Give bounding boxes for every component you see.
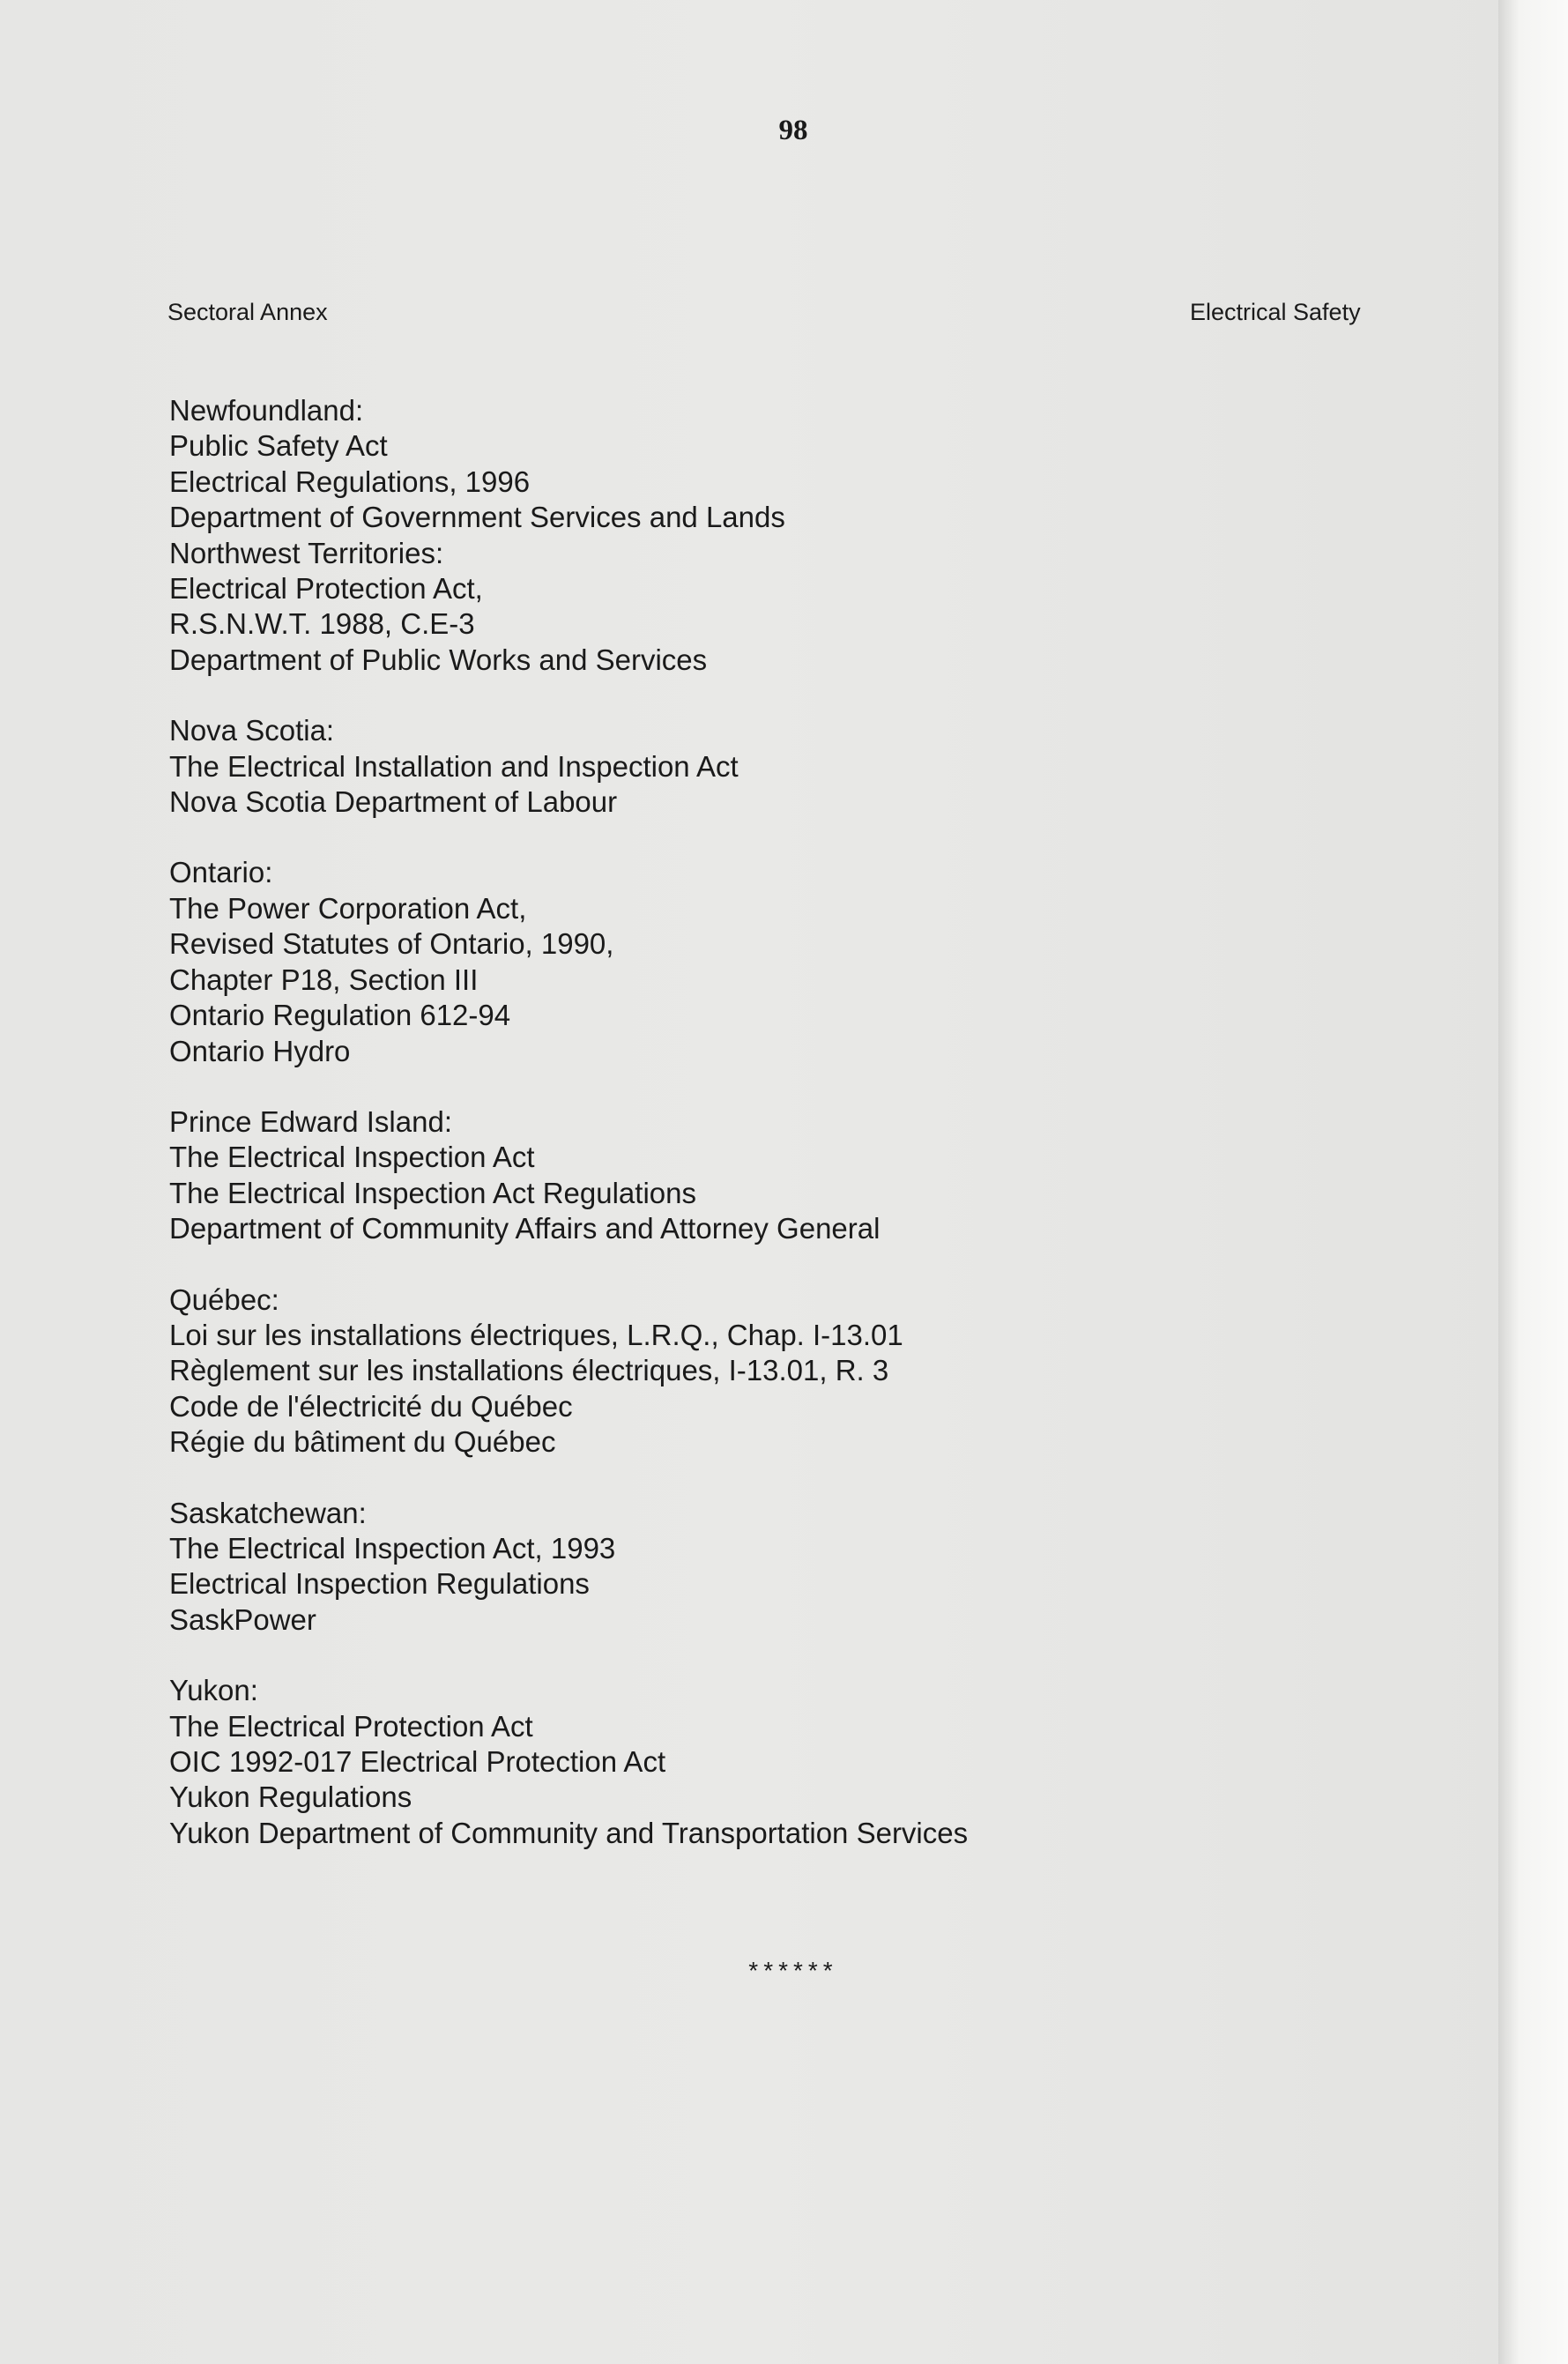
list-item: Yukon Regulations (169, 1780, 412, 1814)
list-item: OIC 1992-017 Electrical Protection Act (169, 1745, 666, 1778)
list-item: Electrical Inspection Regulations (169, 1567, 590, 1601)
section-heading: Yukon: (169, 1674, 258, 1707)
list-item: SaskPower (169, 1602, 316, 1636)
list-item: Code de l'électricité du Québec (169, 1389, 573, 1423)
section-heading: Newfoundland: (169, 394, 364, 427)
section-quebec (169, 1282, 1403, 1461)
list-item: Department of Community Affairs and Attorney General (169, 1212, 881, 1245)
running-header-left: Sectoral Annex (167, 299, 328, 325)
section-heading: Prince Edward Island: (169, 1104, 452, 1138)
section-heading: Northwest Territories: (169, 536, 444, 569)
list-item: Public Safety Act (169, 429, 388, 463)
list-item: Chapter P18, Section III (169, 963, 479, 996)
list-item: The Electrical Inspection Act Regulations (169, 1176, 696, 1209)
authority-list (169, 393, 1403, 1886)
list-item: Department of Government Services and Lands (169, 501, 785, 534)
list-item: Ontario Hydro (169, 1034, 351, 1067)
list-item: Ontario Regulation 612-94 (169, 999, 511, 1032)
list-item: Loi sur les installations électriques, L.R.Q., Chap. I-13.01 (169, 1318, 903, 1351)
section-heading: Ontario: (169, 856, 273, 889)
list-item: Department of Public Works and Services (169, 643, 708, 676)
list-item: R.S.N.W.T. 1988, C.E-3 (169, 607, 475, 641)
section-ontario (169, 855, 1403, 1068)
section-nova-scotia (169, 713, 1403, 820)
section-yukon (169, 1673, 1403, 1851)
section-newfoundland-northwest-territories (169, 393, 1403, 678)
section-separator: ****** (748, 1957, 838, 1984)
list-item: Revised Statutes of Ontario, 1990, (169, 927, 614, 961)
page-number: 98 (778, 115, 808, 146)
section-prince-edward-island (169, 1104, 1403, 1247)
list-item: Yukon Department of Community and Transportation Services (169, 1816, 969, 1849)
section-heading: Québec: (169, 1282, 279, 1316)
section-saskatchewan (169, 1496, 1403, 1639)
list-item: Electrical Regulations, 1996 (169, 465, 531, 498)
list-item: The Electrical Protection Act (169, 1709, 533, 1743)
list-item: The Power Corporation Act, (169, 891, 527, 925)
list-item: Règlement sur les installations électriques, I-13.01, R. 3 (169, 1354, 889, 1387)
running-header-right: Electrical Safety (1190, 299, 1361, 325)
page-edge (1498, 0, 1568, 2364)
list-item: Régie du bâtiment du Québec (169, 1425, 556, 1459)
section-heading: Saskatchewan: (169, 1496, 367, 1529)
list-item: Electrical Protection Act, (169, 572, 483, 606)
list-item: The Electrical Inspection Act (169, 1141, 535, 1174)
list-item: The Electrical Inspection Act, 1993 (169, 1531, 616, 1565)
list-item: Nova Scotia Department of Labour (169, 785, 618, 819)
section-heading: Nova Scotia: (169, 714, 335, 747)
list-item: The Electrical Installation and Inspection Act (169, 749, 739, 783)
